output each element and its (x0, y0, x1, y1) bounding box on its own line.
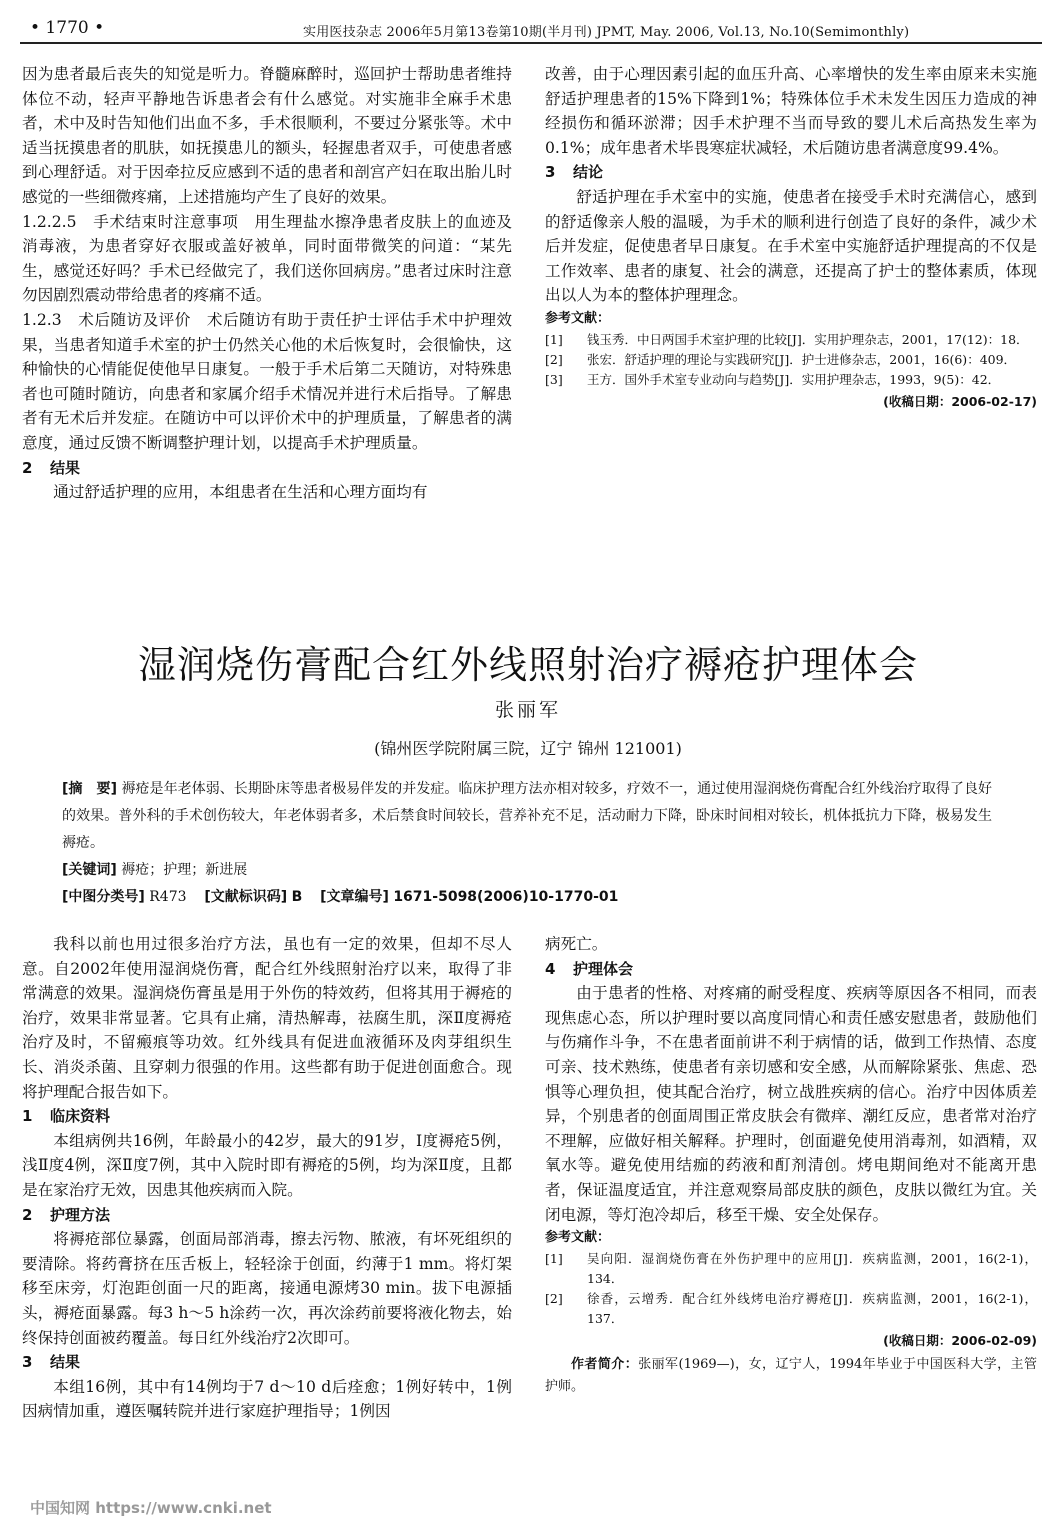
body-paragraph: 通过舒适护理的应用，本组患者在生活和心理方面均有 (53, 483, 428, 502)
body-paragraph: 病死亡。 (545, 935, 608, 953)
body-paragraph: 1.2.2.5 手术结束时注意事项 用生理盐水擦净患者皮肤上的血迹及消毒液，为患者穿好衣服或盖好被单，同时面带微笑的问道：“某先生，感觉还好吗？手术已经做完了，我们送你回病房。”患者过床时注意勿因剧烈震动带给患者的疼痛不适。 (22, 212, 512, 305)
article-author: 张丽军 (494, 699, 561, 721)
body-paragraph: 舒适护理在手术室中的实施，使患者在接受手术时充满信心，感到的舒适像亲人般的温暖，为手术的顺利进行创造了良好的条件，减少术后并发症，促使患者早日康复。在手术室中实施舒适护理提高的不仅是工作效率、患者的康复、社会的满意，还提高了护士的整体素质，体现出以人为本的整体护理理念。 (545, 187, 1037, 305)
keywords: [关键词] 褥疮；护理；新进展 (62, 862, 248, 878)
prev-article-right-column (545, 62, 1037, 415)
page-number: • 1770 • (30, 18, 105, 38)
received-date: (收稿日期：2006-02-17) (883, 393, 1037, 409)
reference-item: [3] 王方．国外手术室专业动向与趋势[J]．实用护理杂志，1993，9(5)：42． (545, 371, 1001, 387)
section-heading: 3 结论 (545, 163, 604, 182)
running-header (20, 18, 1042, 44)
section-heading: 3 结果 (22, 1353, 81, 1372)
references-heading: 参考文献： (545, 1230, 611, 1246)
section-heading: 2 结果 (22, 458, 81, 477)
section-heading: 2 护理方法 (22, 1205, 111, 1224)
abstract: [摘 要] 褥疮是年老体弱、长期卧床等患者极易伴发的并发症。临床护理方法亦相对较多，疗效不一，通过使用湿润烧伤膏配合红外线治疗取得了良好的效果。普外科的手术创伤较大，年老体弱者多，术后禁食时间较长，营养补充不足，活动耐力下降，卧床时间相对较长，机体抵抗力下降，极易发生褥疮。 (62, 781, 993, 851)
journal-info: 实用医技杂志 2006年5月第13卷第10期(半月刊) JPMT, May. 2006, Vol.13, No.10(Semimonthly) (303, 25, 910, 40)
article-affiliation: (锦州医学院附属三院，辽宁 锦州 121001) (374, 739, 682, 758)
body-paragraph: 改善，由于心理因素引起的血压升高、心率增快的发生率由原来未实施舒适护理患者的15%下降到1%；特殊体位手术未发生因压力造成的神经损伤和循环淤滞；因手术护理不当而导致的婴儿术后高热发生率为0.1%；成年患者术毕畏寒症状减轻，术后随访患者满意度99.4%。 (545, 65, 1037, 157)
section-heading: 1 临床资料 (22, 1107, 111, 1126)
prev-article-left-column (22, 62, 512, 505)
reference-item: [2] 张宏．舒适护理的理论与实践研究[J]．护士进修杂志，2001，16(6)：409． (545, 351, 1017, 367)
article-right-column (545, 932, 1037, 1398)
body-paragraph: 本组16例，其中有14例均于7 d～10 d后痊愈；1例好转中，1例因病情加重，遵医嘱转院并进行家庭护理指导；1例因 (22, 1377, 512, 1421)
abstract-block (62, 776, 992, 911)
section-heading: 4 护理体会 (545, 959, 634, 978)
cnki-watermark: 中国知网 https://www.cnki.net (30, 1499, 272, 1517)
body-paragraph: 因为患者最后丧失的知觉是听力。脊髓麻醉时，巡回护士帮助患者维持体位不动，轻声平静地告诉患者会有什么感觉。对实施非全麻手术患者，术中及时告知他们出血不多，手术很顺利，不要过分紧张等。术中适当抚摸患者的肌肤，如抚摸患儿的额头，轻握患者双手，可使患者感到心理舒适。对于因牵拉反应感到不适的患者和剖宫产妇在取出胎儿时感觉的一些细微疼痛，上述措施均产生了良好的效果。 (22, 65, 512, 206)
article-left-column (22, 932, 512, 1424)
classification-line: [中图分类号] R473 [文献标识码] B [文章编号] 1671-5098(2006)10-1770-01 (62, 889, 619, 905)
body-paragraph: 由于患者的性格、对疼痛的耐受程度、疾病等原因各不相同，而表现焦虑心态，所以护理时要以高度同情心和责任感安慰患者，鼓励他们与伤痛作斗争，不在患者面前讲不利于病情的话，做到工作热情、态度可亲、技术熟练，使患者有亲切感和安全感，从而解除紧张、焦虑、恐惧等心理负担，使其配合治疗，树立战胜疾病的信心。治疗中因体质差异，个别患者的创面周围正常皮肤会有微痒、潮红反应，患者常对治疗不理解，应做好相关解释。护理时，创面避免使用消毒剂，如酒精，双氧水等。避免使用结痂的药液和酊剂清创。烤电期间绝对不能离开患者，保证温度适宜，并注意观察局部皮肤的颜色，皮肤以微红为宜。关闭电源，等灯泡冷却后，移至干燥、安全处保存。 (545, 984, 1037, 1224)
author-bio: 作者简介：张丽军(1969—)，女，辽宁人，1994年毕业于中国医科大学，主管护师。 (545, 1356, 1037, 1394)
body-paragraph: 1.2.3 术后随访及评价 术后随访有助于责任护士评估手术中护理效果，当患者知道手术室的护士仍然关心他的术后恢复时，会很愉快，这种愉快的心情能促使他早日康复。一般于手术后第二天随访，对特殊患者也可随时随访，向患者和家属介绍手术情况并进行术后指导。了解患者有无术后并发症。在随访中可以评价术中的护理质量，了解患者的满意度，通过反馈不断调整护理计划，以提高手术护理质量。 (22, 310, 512, 452)
body-paragraph: 我科以前也用过很多治疗方法，虽也有一定的效果，但却不尽人意。自2002年使用湿润烧伤膏，配合红外线照射治疗以来，取得了非常满意的效果。湿润烧伤膏虽是用于外伤的特效药，但将其用于褥疮的治疗，效果非常显著。它具有止痛，清热解毒，祛腐生肌，深Ⅱ度褥疮治疗及时，不留瘢痕等功效。红外线具有促进血液循环及肉芽组织生长、消炎杀菌、且穿刺力很强的作用。这些都有助于促进创面愈合。现将护理配合报告如下。 (22, 935, 512, 1101)
article-title: 湿润烧伤膏配合红外线照射治疗褥疮护理体会 (137, 643, 918, 687)
references-heading: 参考文献： (545, 310, 611, 326)
reference-item: [2] 徐香，云增秀．配合红外线烤电治疗褥疮[J]．疾病监测，2001，16(2-1)，137． (545, 1291, 1037, 1327)
reference-item: [1] 钱玉秀．中日两国手术室护理的比较[J]．实用护理杂志，2001，17(12)：18． (545, 331, 1029, 347)
body-paragraph: 本组病例共16例，年龄最小的42岁，最大的91岁，Ⅰ度褥疮5例，浅Ⅱ度4例，深Ⅱ度7例，其中入院时即有褥疮的5例，均为深Ⅱ度，且都是在家治疗无效，因患其他疾病而入院。 (22, 1131, 512, 1199)
body-paragraph: 将褥疮部位暴露，创面局部消毒，擦去污物、脓液，有坏死组织的要清除。将药膏挤在压舌板上，轻轻涂于创面，约薄于1 mm。将灯架移至床旁，灯泡距创面一尺的距离，接通电源烤30 min。拔下电源插头，褥疮面暴露。每3 h～5 h涂药一次，再次涂药前要将液化物去，始终保持创面被药覆盖。每日红外线治疗2次即可。 (22, 1230, 512, 1347)
reference-item: [1] 吴向阳．湿润烧伤膏在外伤护理中的应用[J]．疾病监测，2001，16(2-1)，134． (545, 1251, 1037, 1287)
received-date: (收稿日期：2006-02-09) (883, 1333, 1037, 1349)
